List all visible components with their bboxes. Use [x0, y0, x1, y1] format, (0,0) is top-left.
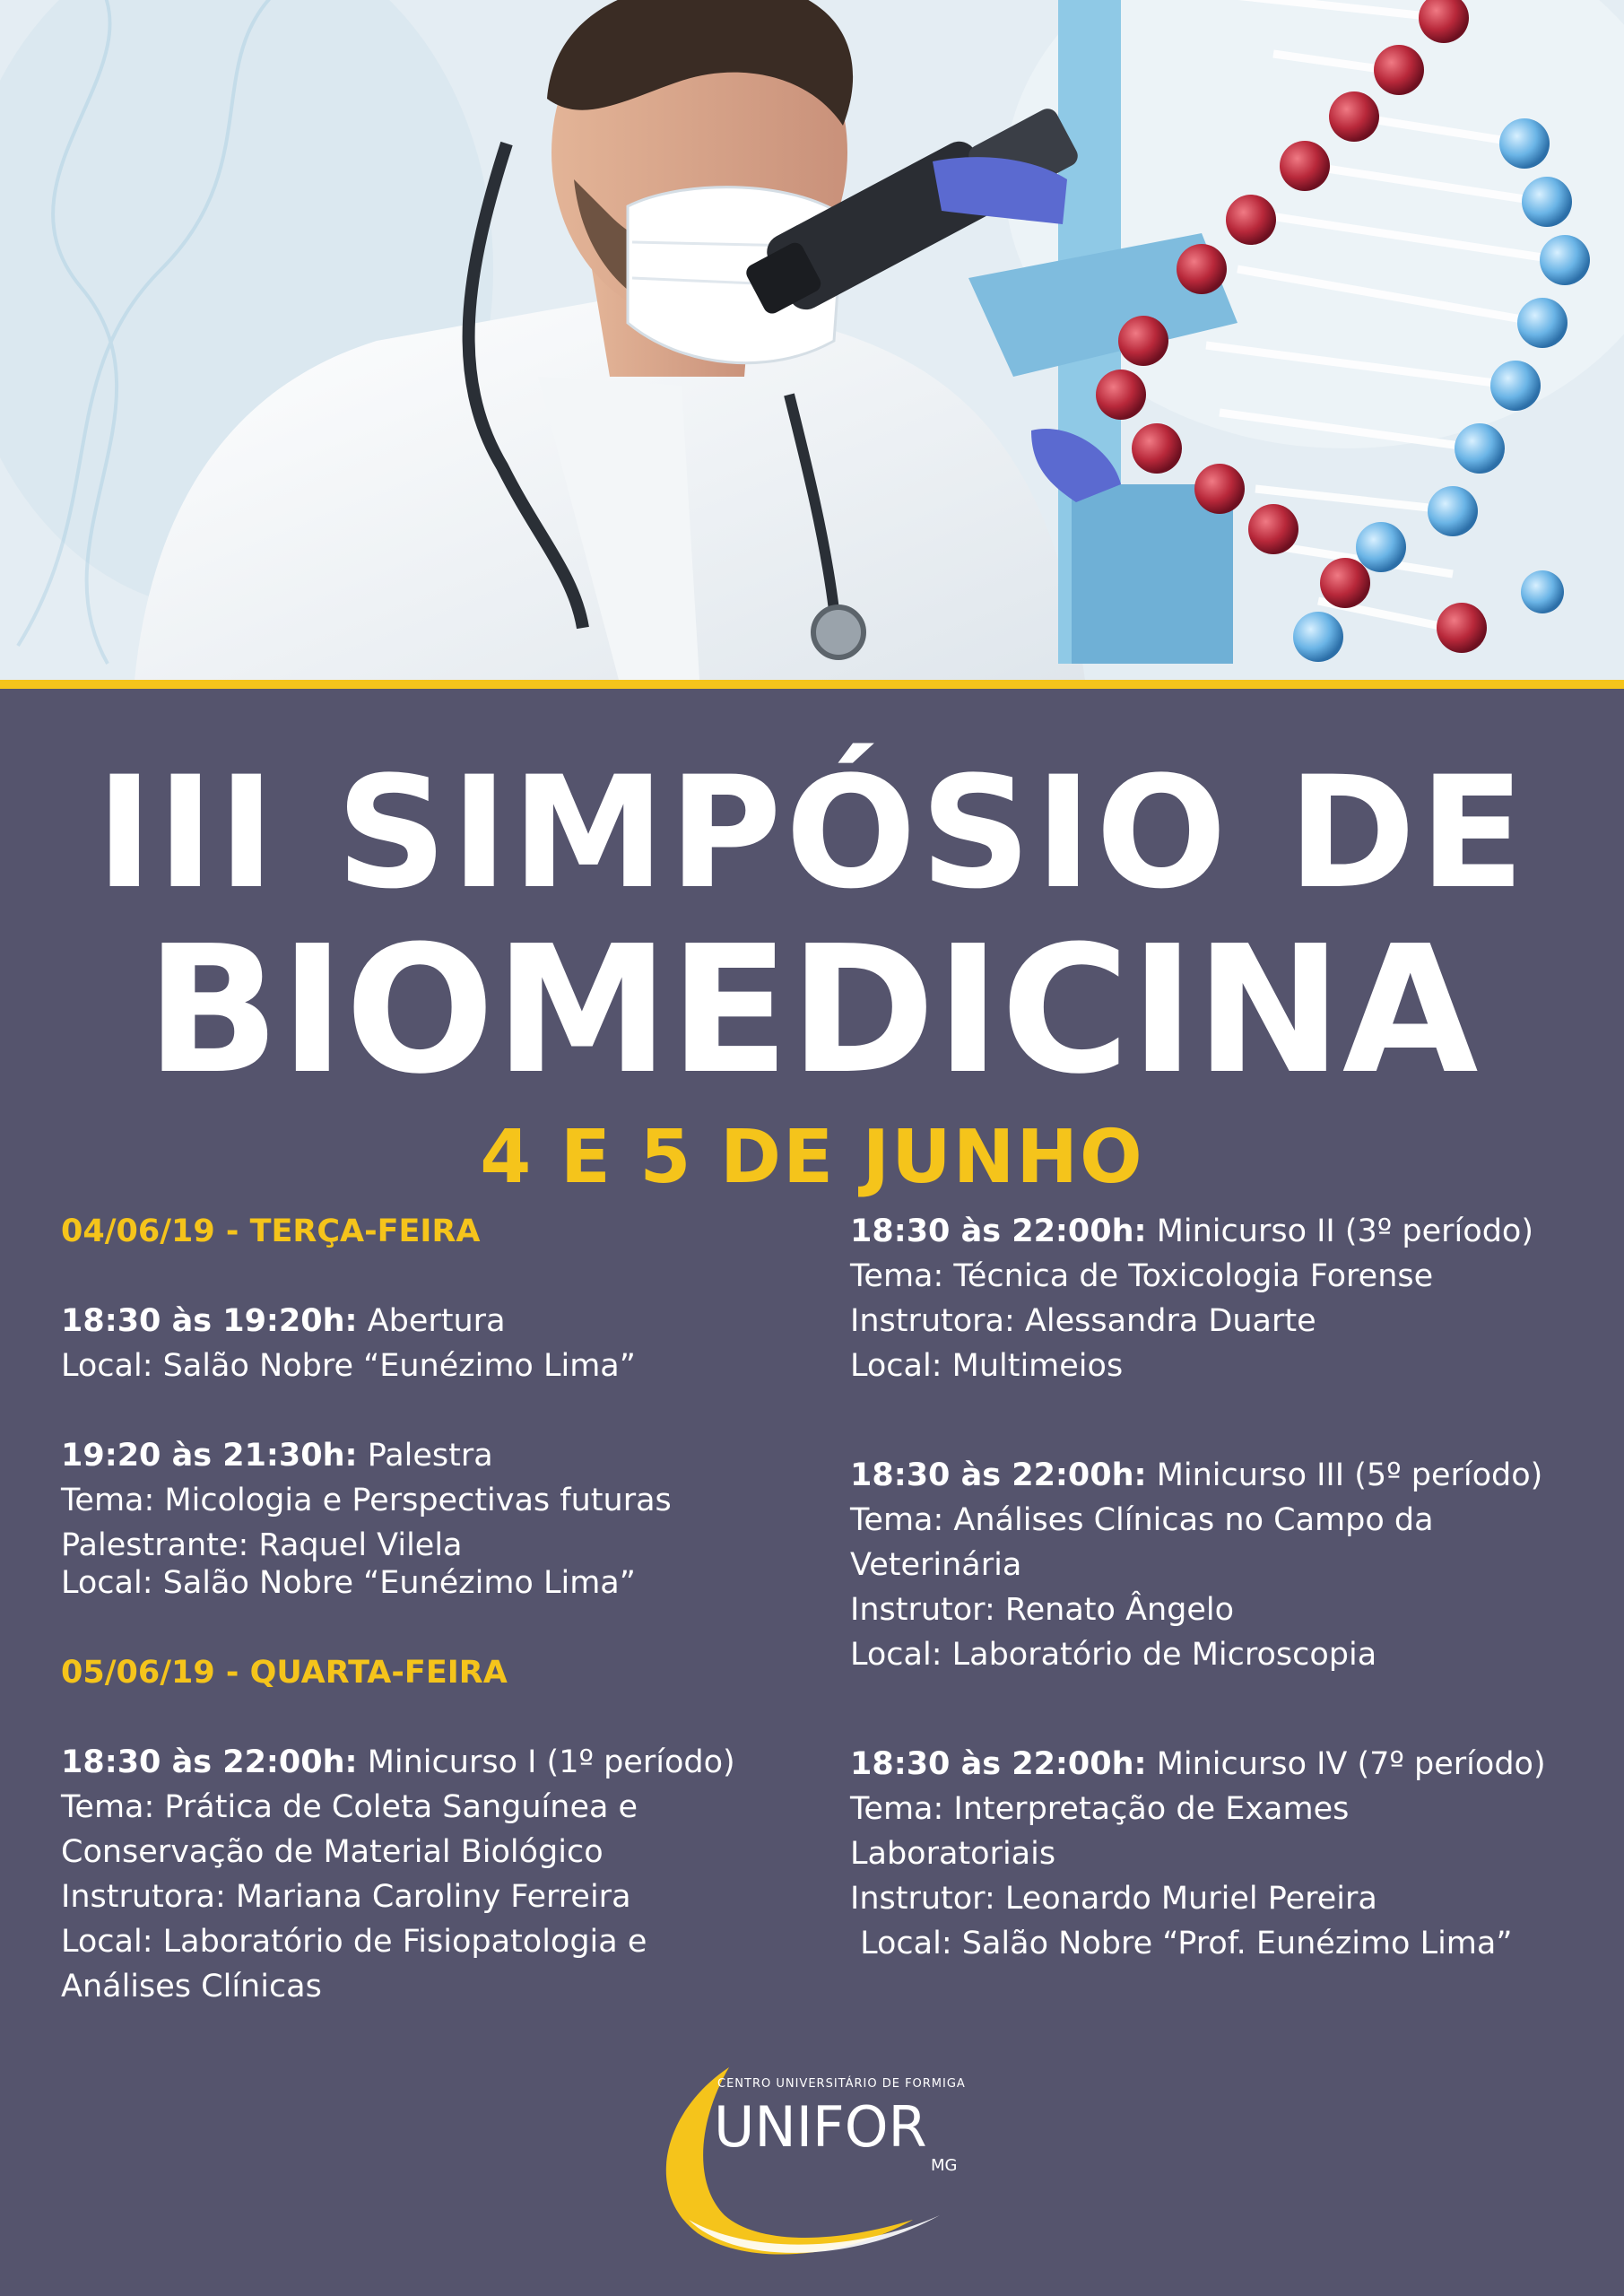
event-location: Local: Laboratório de Microscopia [850, 1637, 1377, 1673]
event-instructor: Instrutora: Alessandra Duarte [850, 1303, 1316, 1339]
event-location: Local: Multimeios [850, 1348, 1124, 1384]
event-lecture [61, 1433, 832, 1605]
logo-tagline: CENTRO UNIVERSITÁRIO DE FORMIGA [717, 2077, 966, 2091]
event-topic: Tema: Micologia e Perspectivas futuras [61, 1483, 672, 1518]
event-time: 18:30 às 22:00h: [850, 1746, 1147, 1782]
event-dates: 4 E 5 DE JUNHO [480, 1115, 1144, 1200]
event-time: 18:30 às 22:00h: [850, 1213, 1147, 1249]
event-minicourse-1 [61, 1740, 832, 2009]
event-instructor: Instrutora: Mariana Caroliny Ferreira [61, 1879, 631, 1915]
event-title: Minicurso IV (7º período) [1146, 1746, 1546, 1782]
schedule-left-column [61, 1209, 832, 2009]
event-location: Local: Laboratório de Fisiopatologia e [61, 1924, 647, 1960]
event-location-cont: Análises Clínicas [61, 1969, 322, 2005]
title-line-2: BIOMEDICINA [145, 909, 1479, 1113]
event-minicourse-4 [850, 1742, 1585, 1966]
day-heading-2: 05/06/19 - QUARTA-FEIRA [61, 1655, 508, 1691]
event-title: Abertura [357, 1303, 506, 1339]
event-location: Local: Salão Nobre “Eunézimo Lima” [61, 1348, 636, 1384]
event-opening [61, 1299, 832, 1388]
event-time: 18:30 às 22:00h: [850, 1457, 1147, 1493]
scientist-microscope-photo [0, 0, 1624, 680]
event-title: Palestra [357, 1438, 493, 1474]
event-instructor: Instrutor: Renato Ângelo [850, 1592, 1235, 1628]
event-speaker: Palestrante: Raquel Vilela [61, 1527, 463, 1563]
event-time: 18:30 às 19:20h: [61, 1303, 358, 1339]
schedule-right-column [850, 1209, 1585, 1966]
event-location: Local: Salão Nobre “Eunézimo Lima” [61, 1565, 636, 1601]
event-time: 18:30 às 22:00h: [61, 1744, 358, 1780]
logo-suffix: MG [931, 2156, 958, 2175]
event-topic: Tema: Interpretação de Exames [850, 1791, 1350, 1827]
day-heading-1: 04/06/19 - TERÇA-FEIRA [61, 1213, 481, 1249]
event-location: Local: Salão Nobre “Prof. Eunézimo Lima” [850, 1926, 1513, 1961]
event-instructor: Instrutor: Leonardo Muriel Pereira [850, 1881, 1377, 1917]
accent-divider [0, 680, 1624, 689]
event-topic: Tema: Análises Clínicas no Campo da [850, 1502, 1434, 1538]
hero-photo [0, 0, 1624, 680]
event-title: Minicurso III (5º período) [1146, 1457, 1543, 1493]
event-minicourse-2 [850, 1209, 1585, 1388]
unifor-swoosh-logo [644, 2040, 1003, 2265]
unifor-logo [644, 2040, 1003, 2265]
event-topic: Tema: Técnica de Toxicologia Forense [850, 1258, 1434, 1294]
event-title: Minicurso I (1º período) [357, 1744, 735, 1780]
event-topic: Tema: Prática de Coleta Sanguínea e [61, 1789, 638, 1825]
event-topic-cont: Veterinária [850, 1547, 1022, 1583]
logo-name: UNIFOR [714, 2094, 927, 2160]
event-topic-cont: Conservação de Material Biológico [61, 1834, 604, 1870]
event-minicourse-3 [850, 1453, 1585, 1677]
event-title: Minicurso II (3º período) [1146, 1213, 1533, 1249]
event-topic-cont: Laboratoriais [850, 1836, 1056, 1872]
title-line-1: III SIMPÓSIO DE [95, 743, 1529, 923]
event-time: 19:20 às 21:30h: [61, 1438, 358, 1474]
